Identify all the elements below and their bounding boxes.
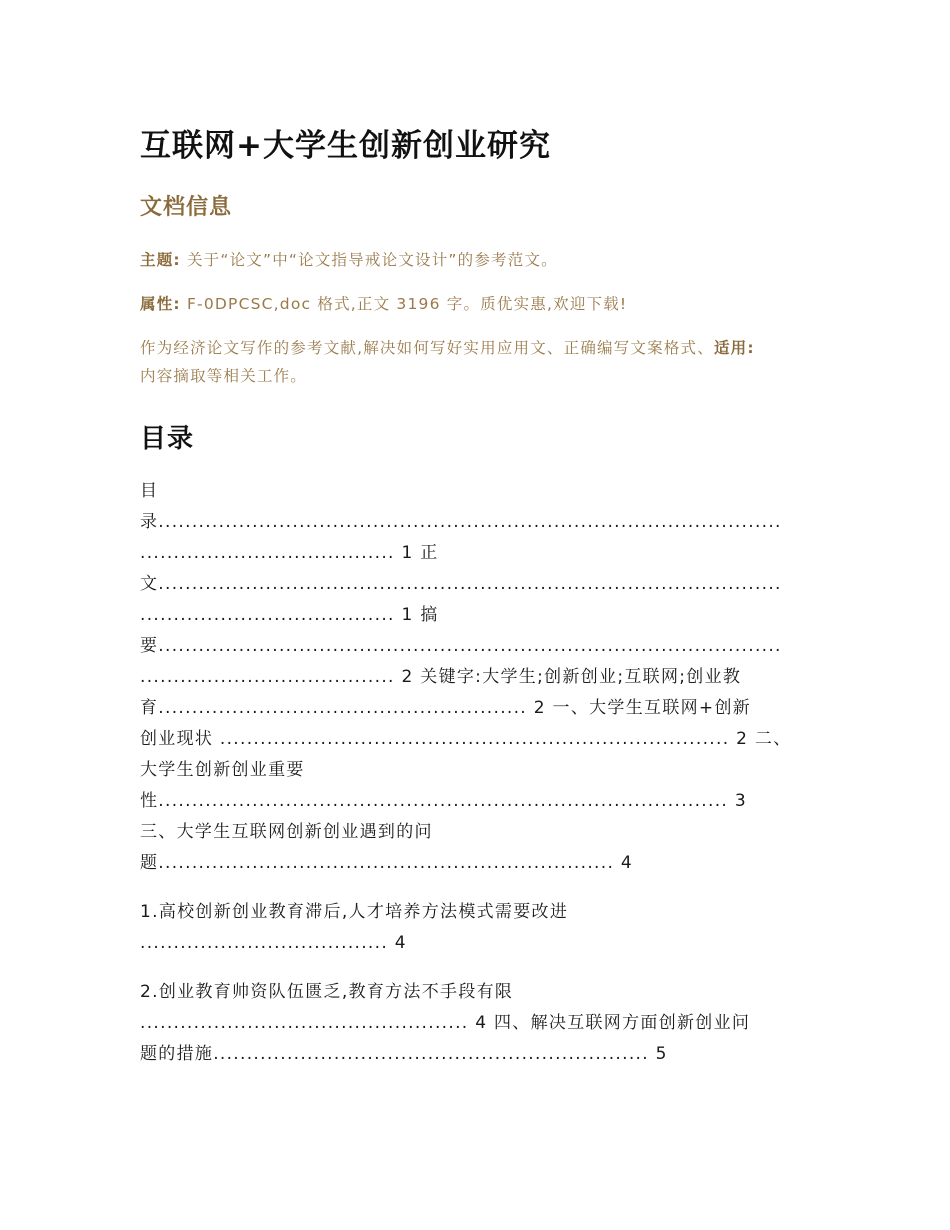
subject-text: 关于“论文”中“论文指导戒论文设计”的参考范文。 (180, 251, 558, 269)
attr-label: 属性: (140, 295, 181, 313)
subject-label: 主题: (140, 251, 181, 269)
doc-info-heading: 文档信息 (140, 195, 233, 220)
toc-line: ................................................. 4 四、解决互联网方面创新创业问 (140, 1013, 751, 1033)
usage-label: 适用: (713, 339, 755, 357)
paragraph-gap (140, 879, 820, 897)
meta-attributes (140, 290, 820, 318)
toc-line: 文............................................................................................. (140, 574, 782, 594)
toc-line: 题的措施................................................................. 5 (140, 1044, 668, 1064)
toc-line: 1.高校创新创业教育滞后,人才培养方法模式需要改进 (140, 902, 569, 922)
toc-line: 三、大学生互联网创新创业遇到的问 (140, 822, 433, 842)
toc-line: 题.................................................................... 4 (140, 853, 633, 873)
toc-body (140, 476, 820, 1070)
toc-line: 2.创业教育帅资队伍匮乏,教育方法不手段有限 (140, 982, 514, 1002)
paragraph-gap (140, 959, 820, 977)
meta-usage (140, 334, 820, 390)
toc-line: ..................................... 4 (140, 933, 407, 953)
toc-heading: 目录 (140, 424, 195, 454)
document-title: 互联网+大学生创新创业研究 (140, 128, 551, 164)
usage-text: 作为经济论文写作的参考文献,解决如何写好实用应用文、正确编写文案格式、 (140, 339, 714, 357)
toc-line: 要............................................................................................. (140, 636, 782, 656)
usage-text-2: 内容摘取等相关工作。 (140, 367, 308, 385)
meta-subject (140, 246, 820, 274)
toc-line: 大学生创新创业重要 (140, 760, 305, 780)
toc-line: 性..................................................................................... 3 (140, 791, 747, 811)
toc-line: 育....................................................... 2 一、大学生互联网+创新 (140, 698, 752, 718)
toc-line: ...................................... 2 关键字:大学生;创新创业;互联网;创业教 (140, 667, 742, 687)
attr-text: F-0DPCSC,doc 格式,正文 3196 字。质优实惠,欢迎下载! (180, 295, 628, 313)
toc-line: ...................................... 1 搞 (140, 605, 439, 625)
toc-line: 创业现状 ............................................................................ 2 二、 (140, 729, 792, 749)
toc-line: 目 (140, 481, 159, 501)
toc-line: ...................................... 1 正 (140, 543, 439, 563)
toc-line: 录............................................................................................. (140, 512, 782, 532)
